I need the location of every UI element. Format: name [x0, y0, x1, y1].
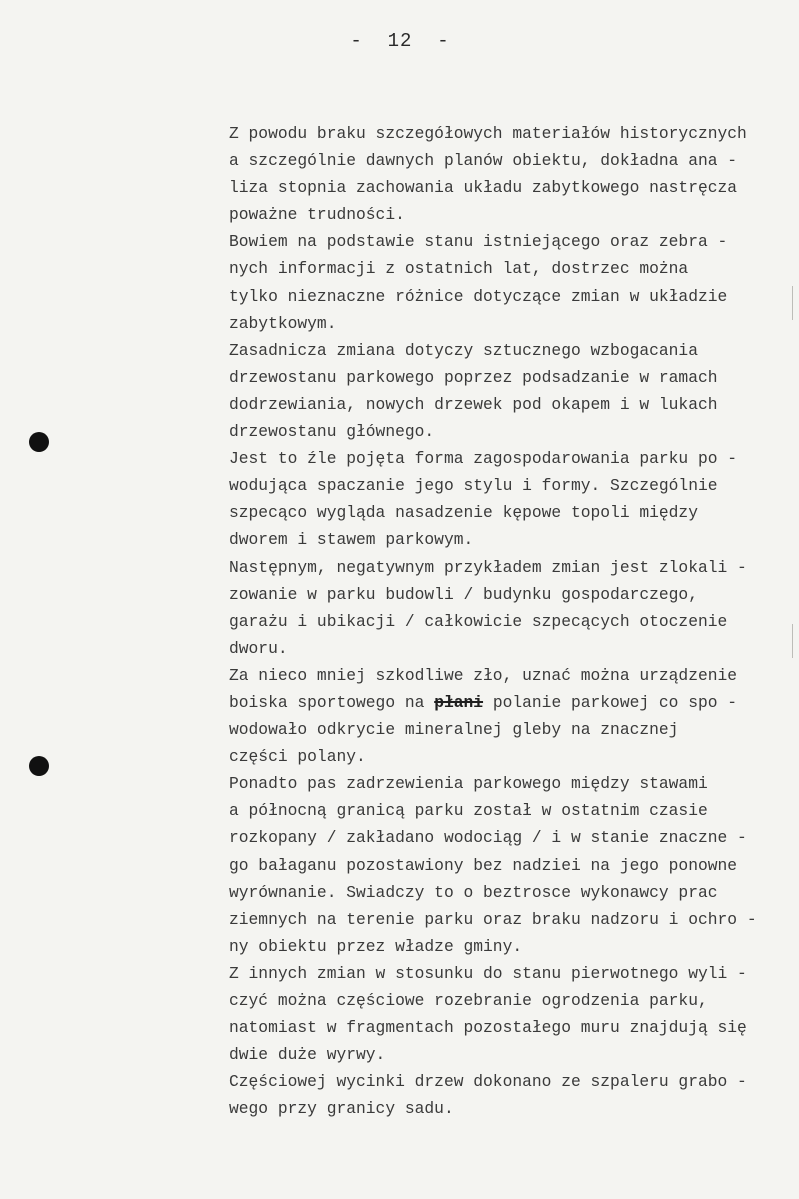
text-line: natomiast w fragmentach pozostałego muru znajdują się: [229, 1018, 747, 1038]
text-line: garażu i ubikacji / całkowicie szpecących otoczenie: [229, 611, 728, 631]
text-line: wodująca spaczanie jego stylu i formy. Szczególnie: [229, 476, 718, 496]
text-line: dwie duże wyrwy.: [229, 1045, 386, 1065]
text-line: dodrzewiania, nowych drzewek pod okapem i w lukach: [229, 394, 718, 414]
punch-hole-top: [29, 432, 49, 452]
text-line: Częściowej wycinki drzew dokonano ze szpaleru grabo -: [229, 1072, 747, 1092]
text-line: Bowiem na podstawie stanu istniejącego oraz zebra -: [229, 232, 728, 252]
punch-hole-bottom: [29, 756, 49, 776]
text-line: zabytkowym.: [229, 313, 337, 333]
text-line: drzewostanu parkowego poprzez podsadzanie w ramach: [229, 367, 718, 387]
paper-edge-mark: [792, 624, 793, 658]
text-line: Za nieco mniej szkodliwe zło, uznać można urządzenie: [229, 665, 738, 685]
text-line: go bałaganu pozostawiony bez nadziei na jego ponowne: [229, 855, 738, 875]
text-line: poważne trudności.: [229, 205, 405, 225]
text-line: czyć można częściowe rozebranie ogrodzenia parku,: [229, 991, 708, 1010]
text-line-with-strikethrough: [229, 689, 789, 716]
text-segment: boiska sportowego na: [229, 692, 435, 712]
text-line: a szczególnie dawnych planów obiektu, dokładna ana -: [229, 151, 738, 171]
typed-body-text: [229, 120, 789, 1122]
text-line: drzewostanu głównego.: [229, 422, 435, 442]
text-line: a północną granicą parku został w ostatnim czasie: [229, 801, 708, 821]
text-line: rozkopany / zakładano wodociąg / i w stanie znaczne -: [229, 828, 747, 848]
text-line: szpecąco wygląda nasadzenie kępowe topoli między: [229, 503, 698, 523]
text-line: Z innych zmian w stosunku do stanu pierwotnego wyli -: [229, 963, 747, 983]
text-line: Następnym, negatywnym przykładem zmian jest zlokali -: [229, 557, 747, 577]
text-line: wyrównanie. Swiadczy to o beztrosce wykonawcy prac: [229, 882, 718, 902]
text-segment: polanie parkowej co spo -: [483, 692, 738, 712]
text-line: Z powodu braku szczegółowych materiałów historycznych: [229, 124, 747, 143]
text-line: ny obiektu przez władze gminy.: [229, 936, 523, 956]
text-line: zowanie w parku budowli / budynku gospodarczego,: [229, 584, 698, 604]
text-line: Jest to źle pojęta forma zagospodarowania parku po -: [229, 449, 738, 469]
text-line: wodowało odkrycie mineralnej gleby na znacznej: [229, 720, 679, 740]
text-line: Ponadto pas zadrzewienia parkowego między stawami: [229, 774, 708, 794]
text-line: liza stopnia zachowania układu zabytkowego nastręcza: [229, 178, 738, 198]
text-line: części polany.: [229, 747, 366, 767]
text-line: ziemnych na terenie parku oraz braku nadzoru i ochro -: [229, 909, 757, 929]
text-line: Zasadnicza zmiana dotyczy sztucznego wzbogacania: [229, 340, 698, 360]
text-line: nych informacji z ostatnich lat, dostrzec można: [229, 259, 689, 279]
text-line: dworu.: [229, 638, 288, 658]
text-line: dworem i stawem parkowym.: [229, 530, 474, 550]
text-line: wego przy granicy sadu.: [229, 1099, 454, 1119]
text-line: tylko nieznaczne różnice dotyczące zmian w układzie: [229, 286, 728, 306]
page-number: - 12 -: [350, 30, 450, 52]
struck-out-word: płani: [434, 692, 484, 712]
paper-edge-mark: [792, 286, 793, 320]
